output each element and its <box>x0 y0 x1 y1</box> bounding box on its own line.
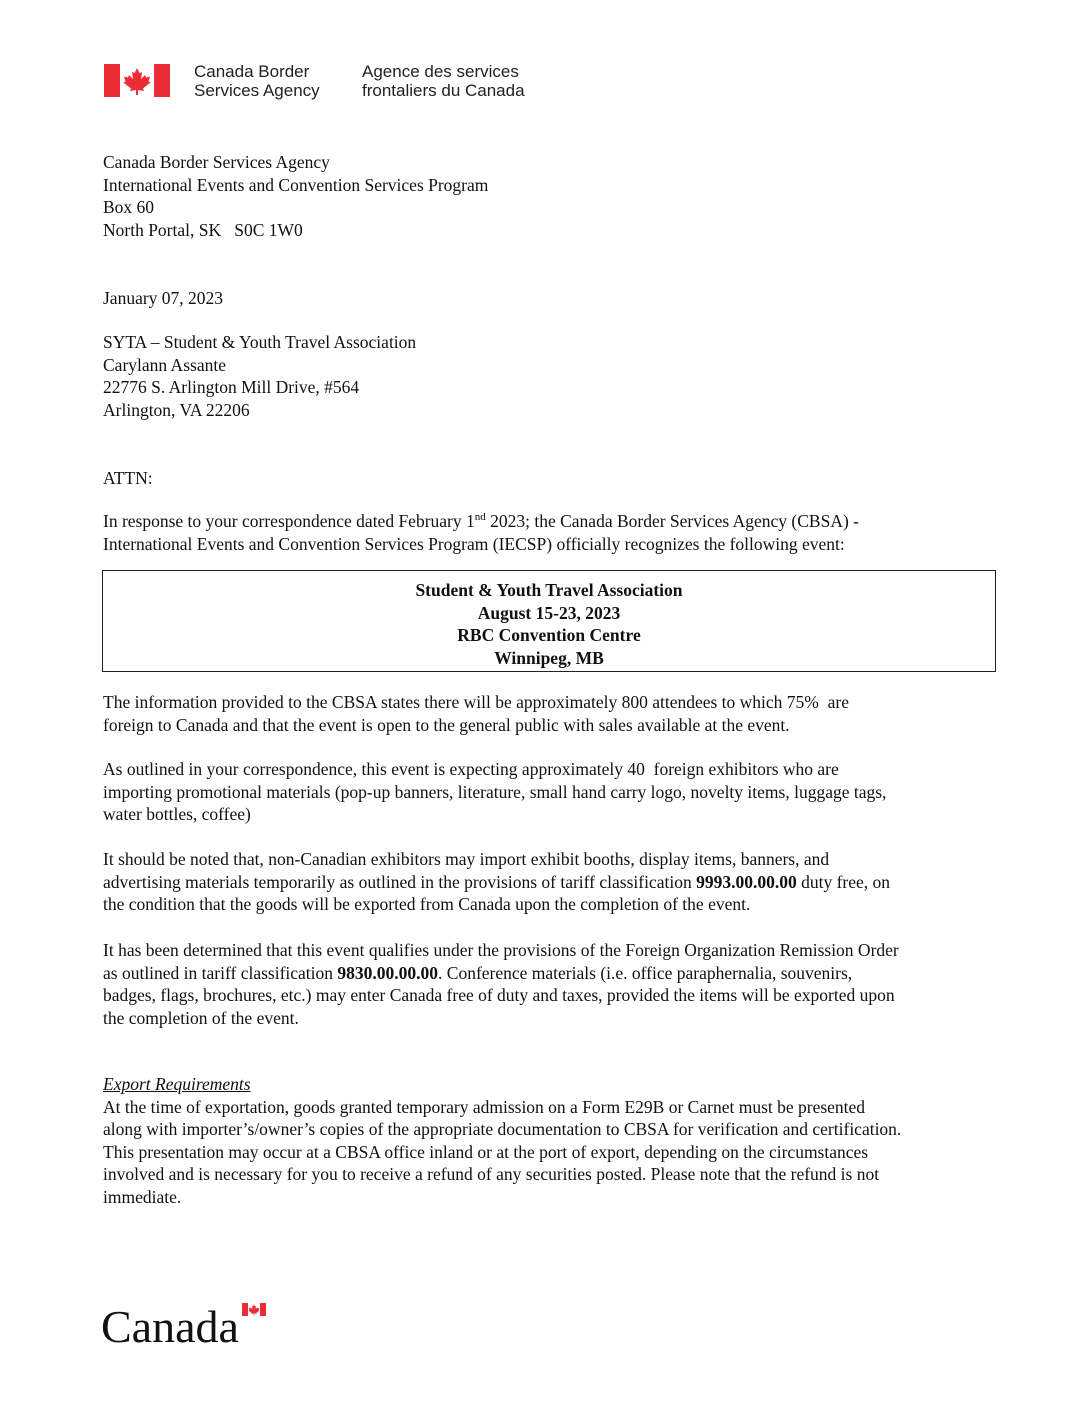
para2-line1: As outlined in your correspondence, this event is expecting approximately 40 foreign exhibitors who are <box>103 759 839 779</box>
recipient-address <box>103 331 416 421</box>
para3-line1: It should be noted that, non-Canadian exhibitors may import exhibit booths, display items, banners, and <box>103 849 830 869</box>
para3-line3: the condition that the goods will be exported from Canada upon the completion of the event. <box>103 894 751 914</box>
recipient-line1: SYTA – Student & Youth Travel Association <box>103 332 417 352</box>
sender-line2: International Events and Convention Services Program <box>103 174 489 195</box>
export-line4: involved and is necessary for you to receive a refund of any securities posted. Please note that the refund is not <box>103 1164 880 1184</box>
attn-line <box>103 467 153 490</box>
event-dates: August 15-23, 2023 <box>477 602 621 623</box>
recipient-line3: 22776 S. Arlington Mill Drive, #564 <box>103 377 360 397</box>
exhibitors-paragraph <box>103 758 1003 826</box>
para4-line2 <box>103 962 1003 985</box>
intro-line2: International Events and Convention Services Program (IECSP) officially recognizes the following event: <box>103 533 845 554</box>
org-en-line1: Canada Border <box>194 62 310 81</box>
event-venue: RBC Convention Centre <box>457 625 641 645</box>
event-details-box <box>102 570 996 672</box>
tariff-9993-paragraph <box>103 848 1003 916</box>
para4-line2-a: as outlined in tariff classification <box>103 962 338 983</box>
canada-flag-icon <box>104 64 170 97</box>
intro-paragraph <box>103 510 1003 555</box>
para4-line1: It has been determined that this event qualifies under the provisions of the Foreign Organization Remission Order <box>103 940 899 960</box>
para4-line3: badges, flags, brochures, etc.) may enter Canada free of duty and taxes, provided the items will be exported upon <box>103 985 895 1005</box>
export-heading: Export Requirements <box>103 1074 251 1094</box>
date-text: January 07, 2023 <box>103 288 224 308</box>
event-name: Student & Youth Travel Association <box>415 580 683 600</box>
event-location: Winnipeg, MB <box>494 647 604 668</box>
intro-line1-a: In response to your correspondence dated February 1 <box>103 511 475 531</box>
export-line5: immediate. <box>103 1186 182 1207</box>
recipient-line4: Arlington, VA 22206 <box>103 399 250 420</box>
org-en-line2: Services Agency <box>194 81 320 100</box>
para3-line2-a: advertising materials temporarily as outlined in the provisions of tariff classification <box>103 871 697 892</box>
para1-line2: foreign to Canada and that the event is open to the general public with sales available at the event. <box>103 714 790 735</box>
export-requirements-section <box>103 1073 1003 1208</box>
para4-line2-b: . Conference materials (i.e. office paraphernalia, souvenirs, <box>438 962 853 983</box>
attendees-paragraph <box>103 691 1003 736</box>
intro-line1-b: 2023; the Canada Border Services Agency (CBSA) - <box>485 511 860 531</box>
org-name-french <box>362 62 525 100</box>
export-line3: This presentation may occur at a CBSA office inland or at the port of export, depending on the circumstances <box>103 1141 869 1162</box>
sender-address <box>103 151 488 241</box>
letterhead <box>104 62 525 102</box>
tariff-9830-paragraph <box>103 939 1003 1029</box>
org-fr-line2: frontaliers du Canada <box>362 81 525 100</box>
sender-line4: North Portal, SK S0C 1W0 <box>103 219 303 240</box>
intro-line1-sup: nd <box>474 511 486 524</box>
para1-line1: The information provided to the CBSA states there will be approximately 800 attendees to which 75% are <box>103 692 849 712</box>
export-line2: along with importer’s/owner’s copies of the appropriate documentation to CBSA for verification and certification. <box>103 1119 902 1139</box>
intro-line1 <box>103 510 1003 533</box>
para2-line2: importing promotional materials (pop-up banners, literature, small hand carry logo, novelty items, luggage tags, <box>103 781 887 802</box>
para4-line4: the completion of the event. <box>103 1007 299 1028</box>
export-line1: At the time of exportation, goods granted temporary admission on a Form E29B or Carnet must be presented <box>103 1096 866 1117</box>
org-fr-line1: Agence des services <box>362 62 519 81</box>
recipient-line2: Carylann Assante <box>103 354 226 375</box>
para3-line2-b: duty free, on <box>796 871 891 892</box>
tariff-code-9830: 9830.00.00.00 <box>337 962 439 983</box>
attn-text: ATTN: <box>103 468 153 488</box>
sender-line3: Box 60 <box>103 197 155 217</box>
letter-date <box>103 287 223 310</box>
wordmark-flag <box>242 1303 266 1316</box>
para2-line3: water bottles, coffee) <box>103 804 251 824</box>
sender-line1: Canada Border Services Agency <box>103 152 330 172</box>
tariff-code-9993: 9993.00.00.00 <box>696 871 797 892</box>
canada-wordmark-text: Canada <box>101 1301 239 1348</box>
org-name-english <box>194 62 362 100</box>
para3-line2 <box>103 871 1003 894</box>
canada-wordmark-flag-icon <box>101 1300 271 1348</box>
